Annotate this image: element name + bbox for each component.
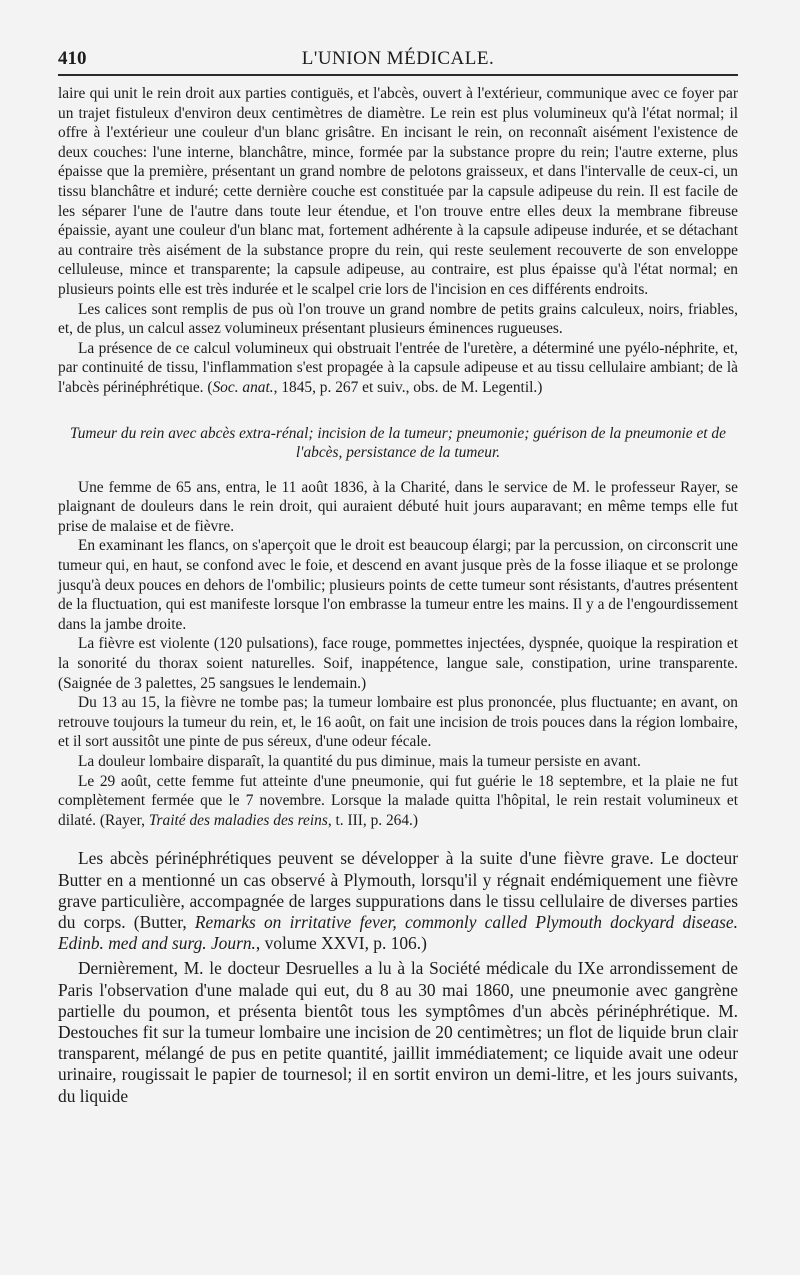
paragraph: La fièvre est violente (120 pulsations), face rouge, pommettes injectées, dyspnée, quoique la respiration et la sonorité du thorax soient naturelles. Soif, inappétence, langue sale, constipation, urine transparente. (Saignée de 3 palettes, 25 sangsues le lendemain.) xyxy=(58,635,738,692)
paragraph xyxy=(58,772,738,831)
citation-rest: , t. III, p. 264.) xyxy=(327,811,419,829)
page-header xyxy=(58,38,738,76)
paragraph: La douleur lombaire disparaît, la quantité du pus diminue, mais la tumeur persiste en avant. xyxy=(78,753,641,770)
paragraph: En examinant les flancs, on s'aperçoit que le droit est beaucoup élargi; par la percussion, on circonscrit une tumeur qui, en haut, se confond avec le foie, et descend en avant jusque près de la fosse iliaque et se prolonge jusqu'à deux pouces en dehors de l'ombilic; plusieurs points de cette tumeur sont résistants, d'autres présentent de la fluctuation, qui est manifeste lorsque l'on embrasse la tumeur entre les mains. Il y a de l'engourdissement dans la jambe droite. xyxy=(58,537,738,633)
paragraph-text: Le 29 août, cette femme fut atteinte d'une pneumonie, qui fut guérie le 18 septembre, et la plaie ne fut complètement fermée que le 7 novembre. Lorsque la malade quitta l'hôpital, le rein restait volumineux et dilaté. (Rayer, xyxy=(58,772,738,829)
paragraph: Les calices sont remplis de pus où l'on trouve un grand nombre de petits grains calculeux, noirs, friables, et, de plus, un calcul assez volumineux présentant plusieurs éminences rugueuses. xyxy=(58,300,738,338)
paragraph: Dernièrement, M. le docteur Desruelles a lu à la Société médicale du IXe arrondissement de Paris l'observation d'une malade qui eut, du 8 au 30 mai 1860, une pneumonie avec gangrène partielle du poumon, et présenta bientôt tous les symptômes d'un abcès périnéphrétique. M. Destouches fit sur la tumeur lombaire une incision de 20 centimètres; un flot de liquide brun clair transparent, mélangé de pus en petite quantité, jaillit immédiatement; ce liquide avait une odeur urinaire, rougissait le papier de tournesol; il en sortit environ un demi-litre, et les jours suivants, du liquide xyxy=(58,958,738,1106)
paragraph: La présence de ce calcul volumineux qui obstruait l'entrée de l'uretère, a déterminé une pyélo-néphrite, et, par continuité de tissu, l'inflammation s'est propagée à la capsule adipeuse et au tissu cellulaire ambiant; de là l'abcès périnéphrétique. (Soc. anat., 1845, p. 267 et suiv., obs. de M. Legentil.) xyxy=(58,339,738,396)
main-text xyxy=(58,848,738,1106)
paragraph-text: Les abcès périnéphrétiques peuvent se développer à la suite d'une fièvre grave. Le docteur Butter en a mentionné un cas observé à Plymouth, lorsqu'il y régnait endémiquement une fièvre grave particulière, accompagnée de larges suppurations dans le tissu cellulaire de diverses parties du corps. (Butter, xyxy=(58,848,738,932)
running-title: L'UNION MÉDICALE. xyxy=(301,48,495,69)
paragraph: Du 13 au 15, la fièvre ne tombe pas; la tumeur lombaire est plus prononcée, plus fluctuante; en avant, on retrouve toujours la tumeur du rein, et, le 16 août, on fait une incision de trois pouces dans la région lombaire, et il sort aussitôt une pinte de pus séreux, d'une odeur fécale. xyxy=(58,694,738,751)
citation-source: Traité des maladies des reins xyxy=(148,811,328,829)
citation-source: Soc. anat. xyxy=(212,378,274,396)
paragraph: Une femme de 65 ans, entra, le 11 août 1836, à la Charité, dans le service de M. le professeur Rayer, se plaignant de douleurs dans le rein droit, qui auraient débuté huit jours auparavant; en même temps elle fut prise de malaise et de fièvre. xyxy=(58,478,738,535)
page-number: 410 xyxy=(58,48,87,69)
paragraph: laire qui unit le rein droit aux parties contiguës, et l'abcès, ouvert à l'extérieur, communique avec ce foyer par un trajet fistuleux d'environ deux centimètres de diamètre. Le rein est plus volumineux qu'à l'état normal; il offre à l'extérieur une couleur d'un blanc grisâtre. En incisant le rein, on reconnaît aisément l'existence de deux couches: l'une interne, blanchâtre, mince, formée par la substance propre du rein; l'autre externe, plus épaisse que la première, présentant un grand nombre de pelotons graisseux, et dans l'intervalle de ceux-ci, un tissu blanchâtre et induré; cette dernière couche est constituée par la capsule adipeuse du rein. Il est facile de les séparer l'une de l'autre dans toute leur étendue, et l'on trouve entre elles deux la membrane fibreuse épaissie, ayant une couleur d'un blanc mat, fortement adhérente à la capsule adipeuse indurée, et se détachant au contraire très aisément de la substance propre du rein, qui reste seulement recouverte de son enveloppe celluleuse, mince et transparente; la capsule adipeuse, au contraire, est plus épaisse qu'à l'état normal; en plusieurs points elle est très indurée et le scalpel crie lors de l'incision en ces différents endroits. xyxy=(58,85,738,298)
paragraph xyxy=(58,848,738,954)
observation-text xyxy=(58,84,738,830)
citation-rest: , 1845, p. 267 et suiv., obs. de M. Legentil.) xyxy=(273,378,543,396)
paragraph-text: La présence de ce calcul volumineux qui obstruait l'entrée de l'uretère, a déterminé une pyélo-néphrite, et, par continuité de tissu, l'inflammation s'est propagée à la capsule adipeuse et au tissu cellulaire ambiant; de là l'abcès périnéphrétique. xyxy=(58,339,738,396)
citation-rest: , volume XXVI, p. 106.) xyxy=(255,933,427,954)
section-title: Tumeur du rein avec abcès extra-rénal; incision de la tumeur; pneumonie; guérison de la pneumonie et de l'abcès, persistance de la tumeur. xyxy=(70,424,726,462)
citation-source: Remarks on irritative fever, commonly called Plymouth dockyard disease. Edinb. med and surg. Journ. xyxy=(58,911,738,954)
